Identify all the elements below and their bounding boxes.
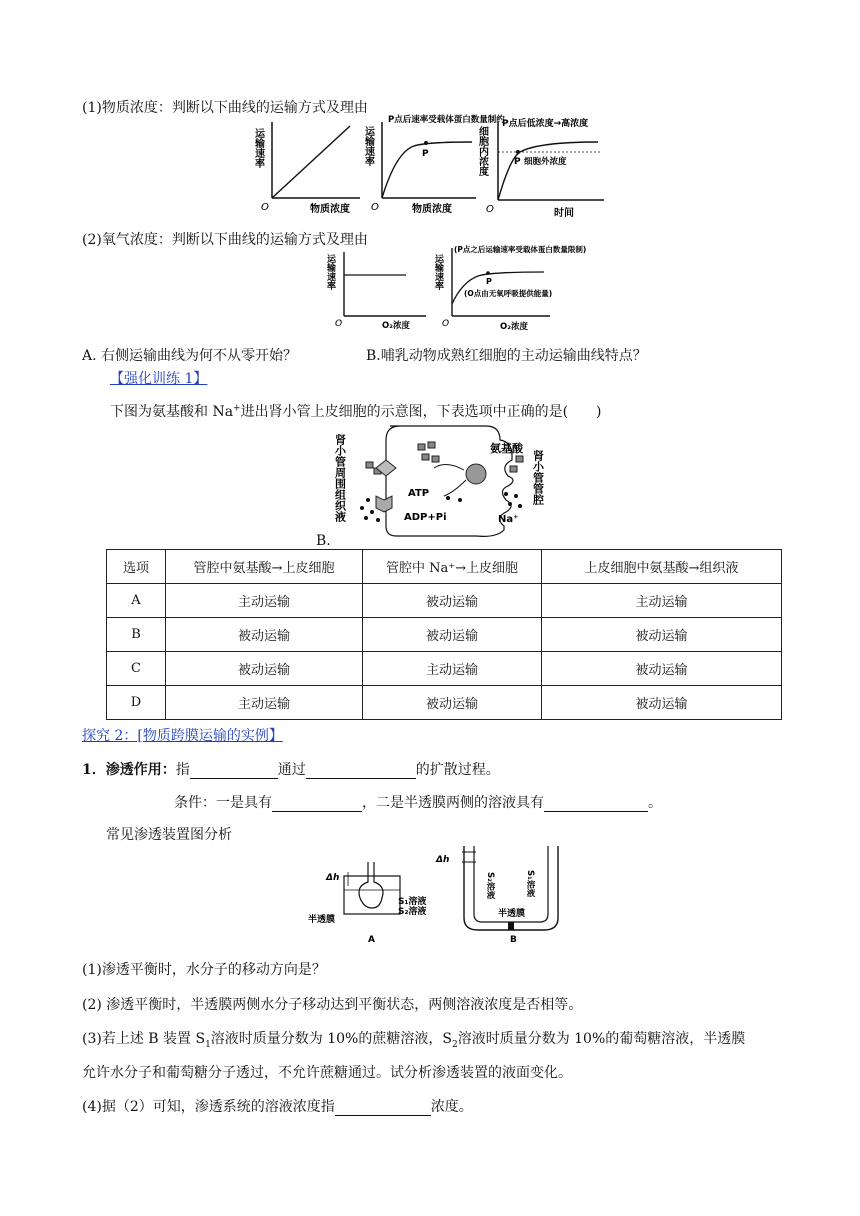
- paragraph-3-cont: 允许水分子和葡萄糖分子透过，不允许蔗糖通过。试分析渗透装置的液面变化。: [82, 1065, 572, 1081]
- table-cell: 被动运输: [166, 652, 363, 686]
- osmosis-device-a: [308, 858, 448, 946]
- table-header: 上皮细胞中氨基酸→组织液: [542, 550, 782, 584]
- table-cell: A: [107, 584, 166, 618]
- osmosis-conditions: 条件：一是具有 ，二是半透膜两侧的溶液具有 。: [174, 795, 662, 811]
- graph-annotation-2: 细胞外浓度: [524, 157, 567, 167]
- graph-oxygen-flat: [326, 248, 430, 334]
- question-2-label: (2)氧气浓度：判断以下曲线的运输方式及理由: [82, 232, 368, 248]
- table-cell: 被动运输: [363, 686, 542, 720]
- table-header: 管腔中 Na⁺→上皮细胞: [363, 550, 542, 584]
- device-title: 常见渗透装置图分析: [106, 827, 232, 843]
- graph-ylabel: 运输速率: [433, 254, 443, 290]
- graph-annotation: (P点之后运输速率受载体蛋白数量限制): [454, 245, 587, 254]
- graph-origin: O: [486, 204, 494, 215]
- table-cell: 主动运输: [166, 584, 363, 618]
- table-cell: 被动运输: [166, 618, 363, 652]
- table-cell: 被动运输: [363, 584, 542, 618]
- option-b-marker: B.: [316, 533, 331, 549]
- graph-origin: O: [335, 319, 343, 329]
- kidney-cell-diagram: [333, 420, 552, 542]
- left-label: 肾小管周围组织液: [333, 434, 347, 522]
- table-cell: 主动运输: [166, 686, 363, 720]
- graph-xlabel: O₂浓度: [382, 321, 410, 331]
- s2-label: S₂溶液: [485, 872, 495, 899]
- options-table: [106, 549, 782, 720]
- question-b: B.哺乳动物成熟红细胞的主动运输曲线特点？: [366, 348, 647, 364]
- table-row: [107, 686, 782, 720]
- osmosis-label: 1．渗透作用：: [82, 762, 176, 778]
- blank-field[interactable]: [544, 797, 648, 812]
- graph-origin: O: [371, 202, 379, 213]
- blank-field[interactable]: [272, 797, 362, 812]
- table-cell: 主动运输: [363, 652, 542, 686]
- table-cell: 主动运输: [542, 584, 782, 618]
- graph-origin: O: [442, 319, 450, 329]
- na-label: Na⁺: [498, 514, 519, 525]
- atp-label: ATP: [408, 488, 430, 499]
- paragraph-1: (1)渗透平衡时，水分子的移动方向是？: [82, 962, 326, 978]
- membrane-label: 半透膜: [308, 915, 336, 925]
- graph-origin: O: [261, 202, 269, 213]
- graph-point: P: [514, 157, 521, 167]
- table-cell: D: [107, 686, 166, 720]
- explore-2-heading[interactable]: 探究 2：[物质跨膜运输的实例】: [82, 728, 283, 744]
- graph-xlabel: 时间: [554, 208, 574, 219]
- blank-field[interactable]: [306, 764, 416, 779]
- graph-ylabel: 运输速率: [362, 126, 374, 166]
- graph-xlabel: 物质浓度: [310, 204, 350, 215]
- device-b-label: B: [510, 935, 517, 945]
- graph-ylabel: 运输速率: [252, 128, 264, 168]
- device-a-label: A: [368, 935, 375, 945]
- paragraph-3: (3)若上述 B 装置 $S_1$溶液时质量分数为 10%的蔗糖溶液，$S_2$溶液时质量分数为 10%的葡萄糖溶液，半透膜: [82, 1031, 746, 1050]
- paragraph-2: (2) 渗透平衡时，半透膜两侧水分子移动达到平衡状态，两侧溶液浓度是否相等。: [82, 997, 583, 1013]
- table-cell: 被动运输: [363, 618, 542, 652]
- osmosis-definition: 1．渗透作用：指 通过 的扩散过程。: [82, 762, 500, 778]
- table-header: 选项: [107, 550, 166, 584]
- graph-point: P: [422, 149, 429, 159]
- table-header-row: [107, 550, 782, 584]
- table-cell: 被动运输: [542, 618, 782, 652]
- graph-xlabel: 物质浓度: [412, 204, 452, 215]
- adp-label: ADP+Pi: [404, 512, 447, 523]
- table-cell: B: [107, 618, 166, 652]
- amino-label: 氨基酸: [490, 442, 523, 455]
- graph-annotation-2: (O点由无氧呼吸提供能量): [464, 289, 553, 298]
- right-label: 肾小管管腔: [531, 450, 545, 505]
- graph-concentration-time: [478, 114, 608, 220]
- graph-xlabel: O₂浓度: [500, 322, 528, 332]
- table-cell: C: [107, 652, 166, 686]
- question-1-label: (1)物质浓度：判断以下曲线的运输方式及理由: [82, 100, 368, 116]
- graph-ylabel: 细胞内浓度: [476, 126, 488, 176]
- training-question: 下图为氨基酸和 Na+进出肾小管上皮细胞的示意图，下表选项中正确的是( ): [110, 403, 602, 420]
- question-a: A. 右侧运输曲线为何不从零开始？: [82, 348, 298, 364]
- table-row: [107, 618, 782, 652]
- blank-field[interactable]: [335, 1101, 431, 1116]
- graph-annotation: P点后低浓度→高浓度: [502, 119, 589, 129]
- graph-annotation: P点后速率受载体蛋白数量制约: [388, 115, 505, 125]
- delta-h-label: Δh: [326, 873, 340, 883]
- table-row: [107, 652, 782, 686]
- graph-point: P: [486, 277, 492, 286]
- graph-oxygen-saturation: [433, 240, 587, 334]
- s2-label: S₂溶液: [398, 907, 427, 917]
- delta-h-label: Δh: [436, 855, 450, 865]
- s1-label: S₁溶液: [525, 870, 535, 897]
- osmosis-device-b: [434, 842, 574, 946]
- membrane-label: 半透膜: [498, 909, 526, 919]
- s1-label: S₁溶液: [398, 897, 427, 907]
- table-header: 管腔中氨基酸→上皮细胞: [166, 550, 363, 584]
- table-cell: 被动运输: [542, 686, 782, 720]
- table-cell: 被动运输: [542, 652, 782, 686]
- paragraph-4: (4)据（2）可知，渗透系统的溶液浓度指 浓度。: [82, 1099, 473, 1115]
- table-row: [107, 584, 782, 618]
- blank-field[interactable]: [190, 764, 278, 779]
- graph-ylabel: 运输速率: [325, 254, 335, 290]
- graph-linear: [252, 118, 362, 216]
- training-title[interactable]: 【强化训练 1】: [110, 371, 208, 387]
